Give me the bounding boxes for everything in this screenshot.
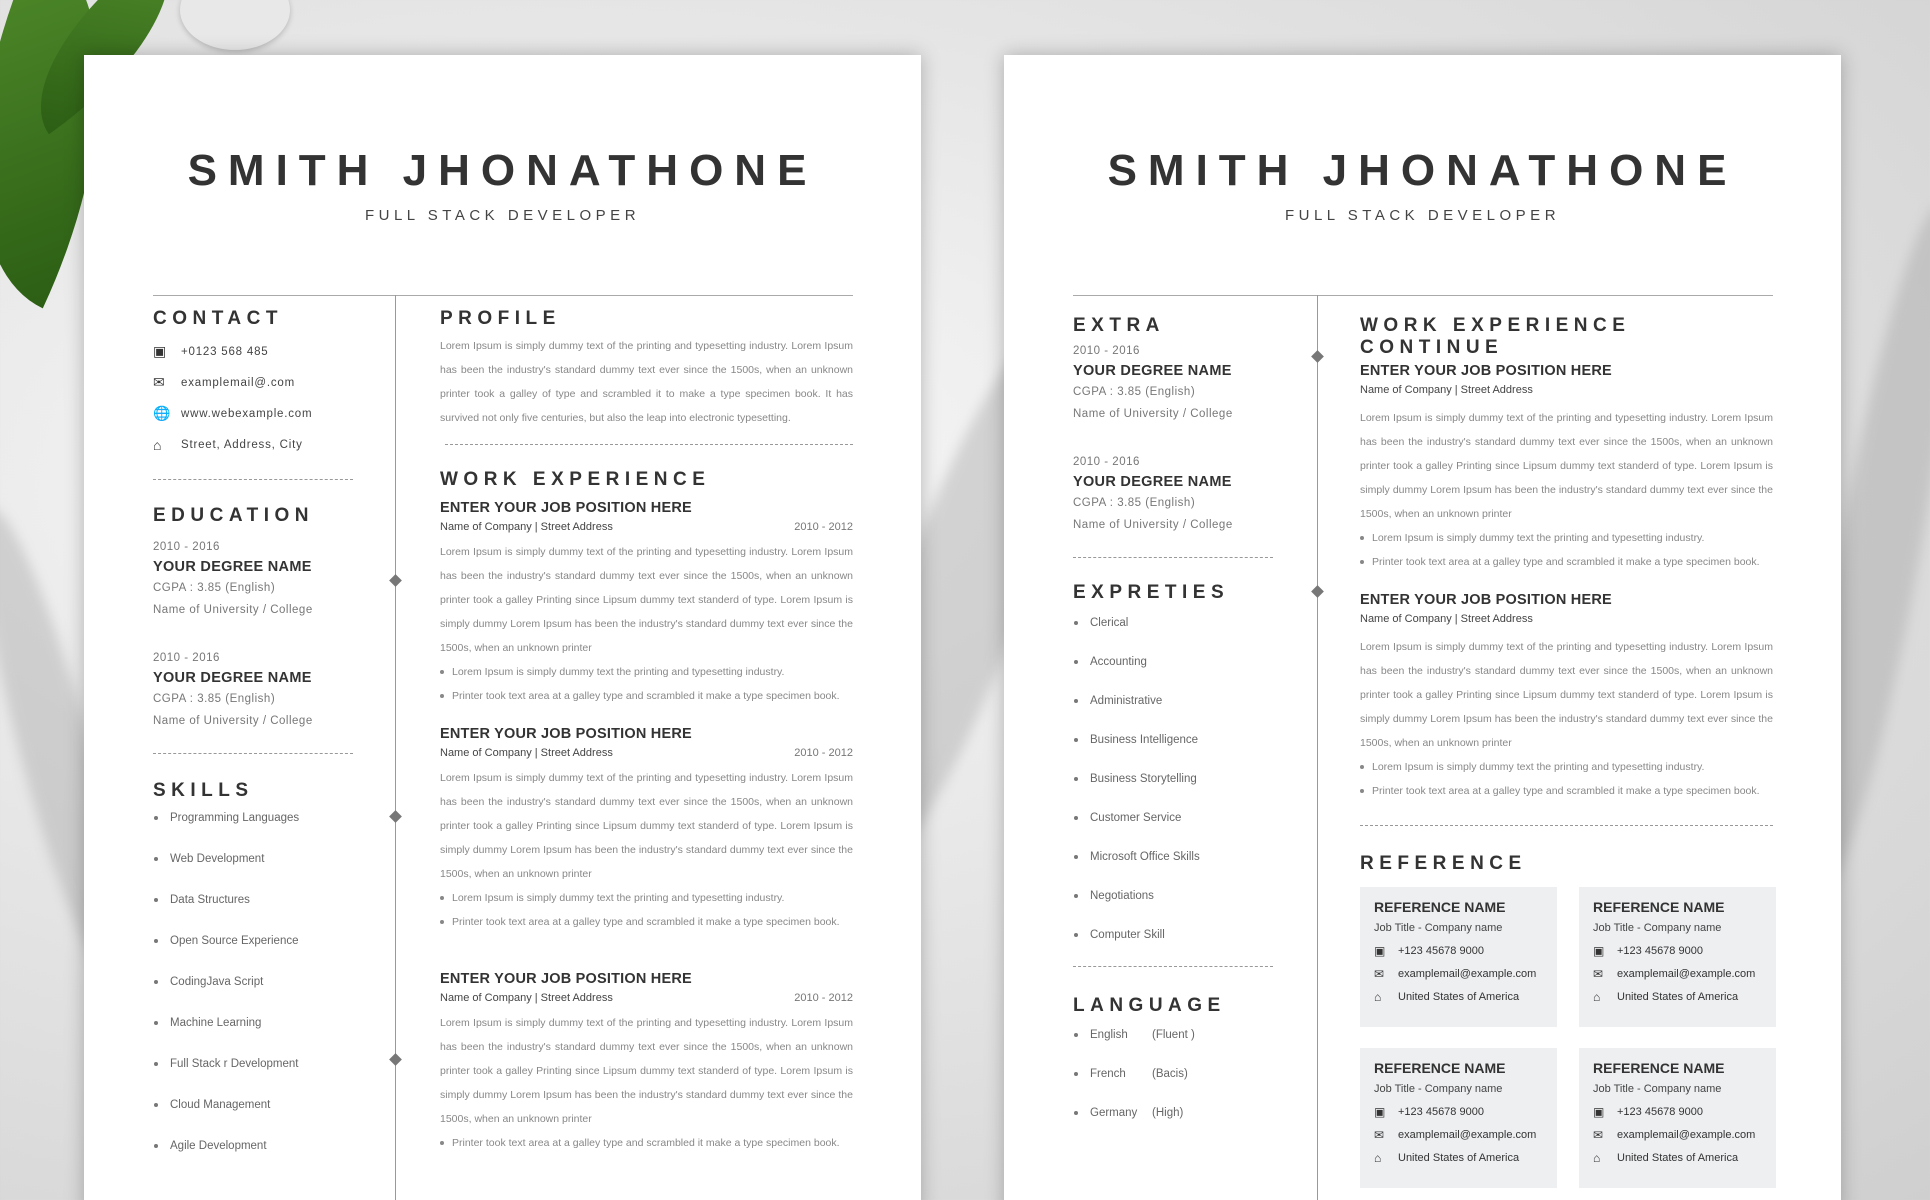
mail-icon: ✉ bbox=[1374, 966, 1385, 981]
language-item: English (Fluent ) bbox=[1073, 1027, 1288, 1066]
skill-item: Programming Languages bbox=[153, 810, 368, 851]
language-list bbox=[1073, 1027, 1288, 1144]
home-icon: ⌂ bbox=[153, 436, 163, 453]
profile-text: Lorem Ipsum is simply dummy text of the printing and typesetting industry. Lorem Ipsum has been the industry's standard dummy text ever since the 1500s, when an unknown printer took a galley of type and scrambled it to make a type specimen book. It has survived not only five centuries, but also the leap into electronic typesetting. bbox=[440, 340, 853, 424]
job-entry bbox=[1360, 363, 1777, 574]
expertise-item: Computer Skill bbox=[1073, 927, 1288, 966]
skills-title: SKILLS bbox=[153, 780, 254, 801]
timeline-marker bbox=[1311, 350, 1324, 363]
job-title: ENTER YOUR JOB POSITION HERE bbox=[1360, 592, 1612, 608]
job-company: Name of Company | Street Address 2010 - 2012 bbox=[440, 747, 853, 759]
resume-page-2 bbox=[1004, 55, 1841, 1200]
dashed-divider bbox=[445, 444, 853, 445]
home-icon: ⌂ bbox=[1374, 989, 1382, 1004]
phone-icon: ▣ bbox=[153, 343, 168, 359]
extra-title: EXTRA bbox=[1073, 315, 1165, 336]
extra-item: 2010 - 2016 YOUR DEGREE NAME CGPA : 3.85 (English) Name of University / College bbox=[1073, 345, 1233, 420]
reference-card: REFERENCE NAME Job Title - Company name ▣ +123 45678 9000 ✉ examplemail@example.com ⌂ United States of America bbox=[1579, 887, 1776, 1027]
job-company: Name of Company | Street Address bbox=[1360, 384, 1533, 396]
expertise-item: Clerical bbox=[1073, 615, 1288, 654]
expertise-item: Administrative bbox=[1073, 693, 1288, 732]
job-bullet: Lorem Ipsum is simply dummy text the printing and typesetting industry. bbox=[1360, 526, 1777, 550]
dashed-divider bbox=[153, 479, 353, 480]
timeline-marker bbox=[389, 574, 402, 587]
skills-list bbox=[153, 810, 368, 1179]
dashed-divider bbox=[1360, 825, 1773, 826]
home-icon: ⌂ bbox=[1593, 989, 1601, 1004]
language-item: Germany (High) bbox=[1073, 1105, 1288, 1144]
resume-role: FULL STACK DEVELOPER bbox=[364, 207, 641, 224]
job-company: Name of Company | Street Address 2010 - 2012 bbox=[440, 521, 853, 533]
resume-name: SMITH JHONATHONE bbox=[187, 146, 818, 195]
expertise-item: Business Intelligence bbox=[1073, 732, 1288, 771]
resume-name: SMITH JHONATHONE bbox=[1107, 146, 1738, 195]
reference-title: REFERENCE bbox=[1360, 853, 1527, 874]
phone-icon: ▣ bbox=[1593, 943, 1605, 958]
resume-role: FULL STACK DEVELOPER bbox=[1284, 207, 1561, 224]
column-divider bbox=[1317, 295, 1318, 1200]
dashed-divider bbox=[153, 753, 353, 754]
job-title: ENTER YOUR JOB POSITION HERE bbox=[440, 726, 692, 742]
job-description: Lorem Ipsum is simply dummy text of the printing and typesetting industry. Lorem Ipsum has been the industry's standard dummy text ever since the 1500s, when an unknown printer took a galley Printing since Lipsum dummy text standerd of type. Lorem Ipsum is simply dummy Lorem Ipsum has been the industry's standard dummy text ever since the 1500s, when an unknown printer bbox=[1360, 412, 1773, 520]
job-entry bbox=[440, 500, 853, 708]
job-description: Lorem Ipsum is simply dummy text of the printing and typesetting industry. Lorem Ipsum has been the industry's standard dummy text ever since the 1500s, when an unknown printer took a galley Printing since Lipsum dummy text standerd of type. Lorem Ipsum is simply dummy Lorem Ipsum has been the industry's standard dummy text ever since the 1500s, when an unknown printer bbox=[440, 1017, 853, 1125]
phone-icon: ▣ bbox=[1374, 1104, 1386, 1119]
main-column bbox=[1360, 295, 1777, 875]
extra-item: 2010 - 2016 YOUR DEGREE NAME CGPA : 3.85 (English) Name of University / College bbox=[1073, 456, 1233, 531]
phone-icon: ▣ bbox=[1374, 943, 1386, 958]
job-bullet: Printer took text area at a galley type and scrambled it make a type specimen book. bbox=[440, 684, 853, 708]
language-item: French (Bacis) bbox=[1073, 1066, 1288, 1105]
job-company: Name of Company | Street Address bbox=[1360, 613, 1533, 625]
mail-icon: ✉ bbox=[1593, 966, 1604, 981]
job-entry bbox=[1360, 592, 1777, 803]
job-title: ENTER YOUR JOB POSITION HERE bbox=[1360, 363, 1612, 379]
timeline-marker bbox=[389, 810, 402, 823]
dashed-divider bbox=[1073, 966, 1273, 967]
resume-page-1 bbox=[84, 55, 921, 1200]
education-item: 2010 - 2016 YOUR DEGREE NAME CGPA : 3.85 (English) Name of University / College bbox=[153, 541, 313, 616]
job-entry bbox=[440, 971, 853, 1155]
contact-list bbox=[153, 336, 368, 460]
job-entry bbox=[440, 726, 853, 934]
expertise-title: EXPRETIES bbox=[1073, 582, 1230, 603]
timeline-marker bbox=[1311, 585, 1324, 598]
home-icon: ⌂ bbox=[1593, 1150, 1601, 1165]
phone-icon: ▣ bbox=[1593, 1104, 1605, 1119]
left-column bbox=[153, 295, 368, 1179]
home-icon: ⌂ bbox=[1374, 1150, 1382, 1165]
contact-email: ✉ examplemail@.com bbox=[153, 374, 295, 390]
expertise-item: Business Storytelling bbox=[1073, 771, 1288, 810]
education-title: EDUCATION bbox=[153, 505, 315, 526]
job-bullet: Lorem Ipsum is simply dummy text the printing and typesetting industry. bbox=[1360, 755, 1777, 779]
globe-icon: 🌐 bbox=[153, 405, 172, 421]
reference-card: REFERENCE NAME Job Title - Company name ▣ +123 45678 9000 ✉ examplemail@example.com ⌂ United States of America bbox=[1579, 1048, 1776, 1188]
job-description: Lorem Ipsum is simply dummy text of the printing and typesetting industry. Lorem Ipsum has been the industry's standard dummy text ever since the 1500s, when an unknown printer took a galley Printing since Lipsum dummy text standerd of type. Lorem Ipsum is simply dummy Lorem Ipsum has been the industry's standard dummy text ever since the 1500s, when an unknown printer bbox=[1360, 641, 1773, 749]
job-bullet: Printer took text area at a galley type and scrambled it make a type specimen book. bbox=[1360, 779, 1777, 803]
mail-icon: ✉ bbox=[153, 374, 166, 390]
expertise-list bbox=[1073, 615, 1288, 966]
job-description: Lorem Ipsum is simply dummy text of the printing and typesetting industry. Lorem Ipsum has been the industry's standard dummy text ever since the 1500s, when an unknown printer took a galley Printing since Lipsum dummy text standerd of type. Lorem Ipsum is simply dummy Lorem Ipsum has been the industry's standard dummy text ever since the 1500s, when an unknown printer bbox=[440, 546, 853, 654]
contact-address: ⌂ Street, Address, City bbox=[153, 436, 303, 453]
job-title: ENTER YOUR JOB POSITION HERE bbox=[440, 500, 692, 516]
mail-icon: ✉ bbox=[1593, 1127, 1604, 1142]
skill-item: Agile Development bbox=[153, 1138, 368, 1179]
language-title: LANGUAGE bbox=[1073, 995, 1226, 1016]
main-column bbox=[440, 295, 853, 1155]
skill-item: Web Development bbox=[153, 851, 368, 892]
expertise-item: Customer Service bbox=[1073, 810, 1288, 849]
contact-title: CONTACT bbox=[153, 308, 283, 329]
skill-item: CodingJava Script bbox=[153, 974, 368, 1015]
expertise-item: Negotiations bbox=[1073, 888, 1288, 927]
tulip-flower bbox=[180, 0, 290, 50]
job-bullet: Lorem Ipsum is simply dummy text the printing and typesetting industry. bbox=[440, 660, 853, 684]
education-item: 2010 - 2016 YOUR DEGREE NAME CGPA : 3.85 (English) Name of University / College bbox=[153, 652, 313, 727]
profile-title: PROFILE bbox=[440, 308, 561, 329]
timeline-marker bbox=[389, 1053, 402, 1066]
skill-item: Full Stack r Development bbox=[153, 1056, 368, 1097]
left-column bbox=[1073, 295, 1288, 1144]
skill-item: Open Source Experience bbox=[153, 933, 368, 974]
skill-item: Data Structures bbox=[153, 892, 368, 933]
skill-item: Cloud Management bbox=[153, 1097, 368, 1138]
job-description: Lorem Ipsum is simply dummy text of the printing and typesetting industry. Lorem Ipsum has been the industry's standard dummy text ever since the 1500s, when an unknown printer took a galley Printing since Lipsum dummy text standerd of type. Lorem Ipsum is simply dummy Lorem Ipsum has been the industry's standard dummy text ever since the 1500s, when an unknown printer bbox=[440, 772, 853, 880]
dashed-divider bbox=[1073, 557, 1273, 558]
contact-web: 🌐 www.webexample.com bbox=[153, 405, 313, 421]
reference-card: REFERENCE NAME Job Title - Company name ▣ +123 45678 9000 ✉ examplemail@example.com ⌂ United States of America bbox=[1360, 1048, 1557, 1188]
mail-icon: ✉ bbox=[1374, 1127, 1385, 1142]
job-title: ENTER YOUR JOB POSITION HERE bbox=[440, 971, 692, 987]
contact-phone: ▣ +0123 568 485 bbox=[153, 343, 269, 359]
expertise-item: Accounting bbox=[1073, 654, 1288, 693]
job-bullet: Printer took text area at a galley type and scrambled it make a type specimen book. bbox=[440, 1131, 853, 1155]
expertise-item: Microsoft Office Skills bbox=[1073, 849, 1288, 888]
job-company: Name of Company | Street Address 2010 - 2012 bbox=[440, 992, 853, 1004]
job-bullet: Printer took text area at a galley type and scrambled it make a type specimen book. bbox=[1360, 550, 1777, 574]
job-bullet: Printer took text area at a galley type and scrambled it make a type specimen book. bbox=[440, 910, 853, 934]
work-title: WORK EXPERIENCE bbox=[440, 469, 711, 490]
reference-card: REFERENCE NAME Job Title - Company name ▣ +123 45678 9000 ✉ examplemail@example.com ⌂ United States of America bbox=[1360, 887, 1557, 1027]
work-continue-title: WORK EXPERIENCE CONTINUE bbox=[1360, 315, 1631, 358]
skill-item: Machine Learning bbox=[153, 1015, 368, 1056]
job-bullet: Lorem Ipsum is simply dummy text the printing and typesetting industry. bbox=[440, 886, 853, 910]
